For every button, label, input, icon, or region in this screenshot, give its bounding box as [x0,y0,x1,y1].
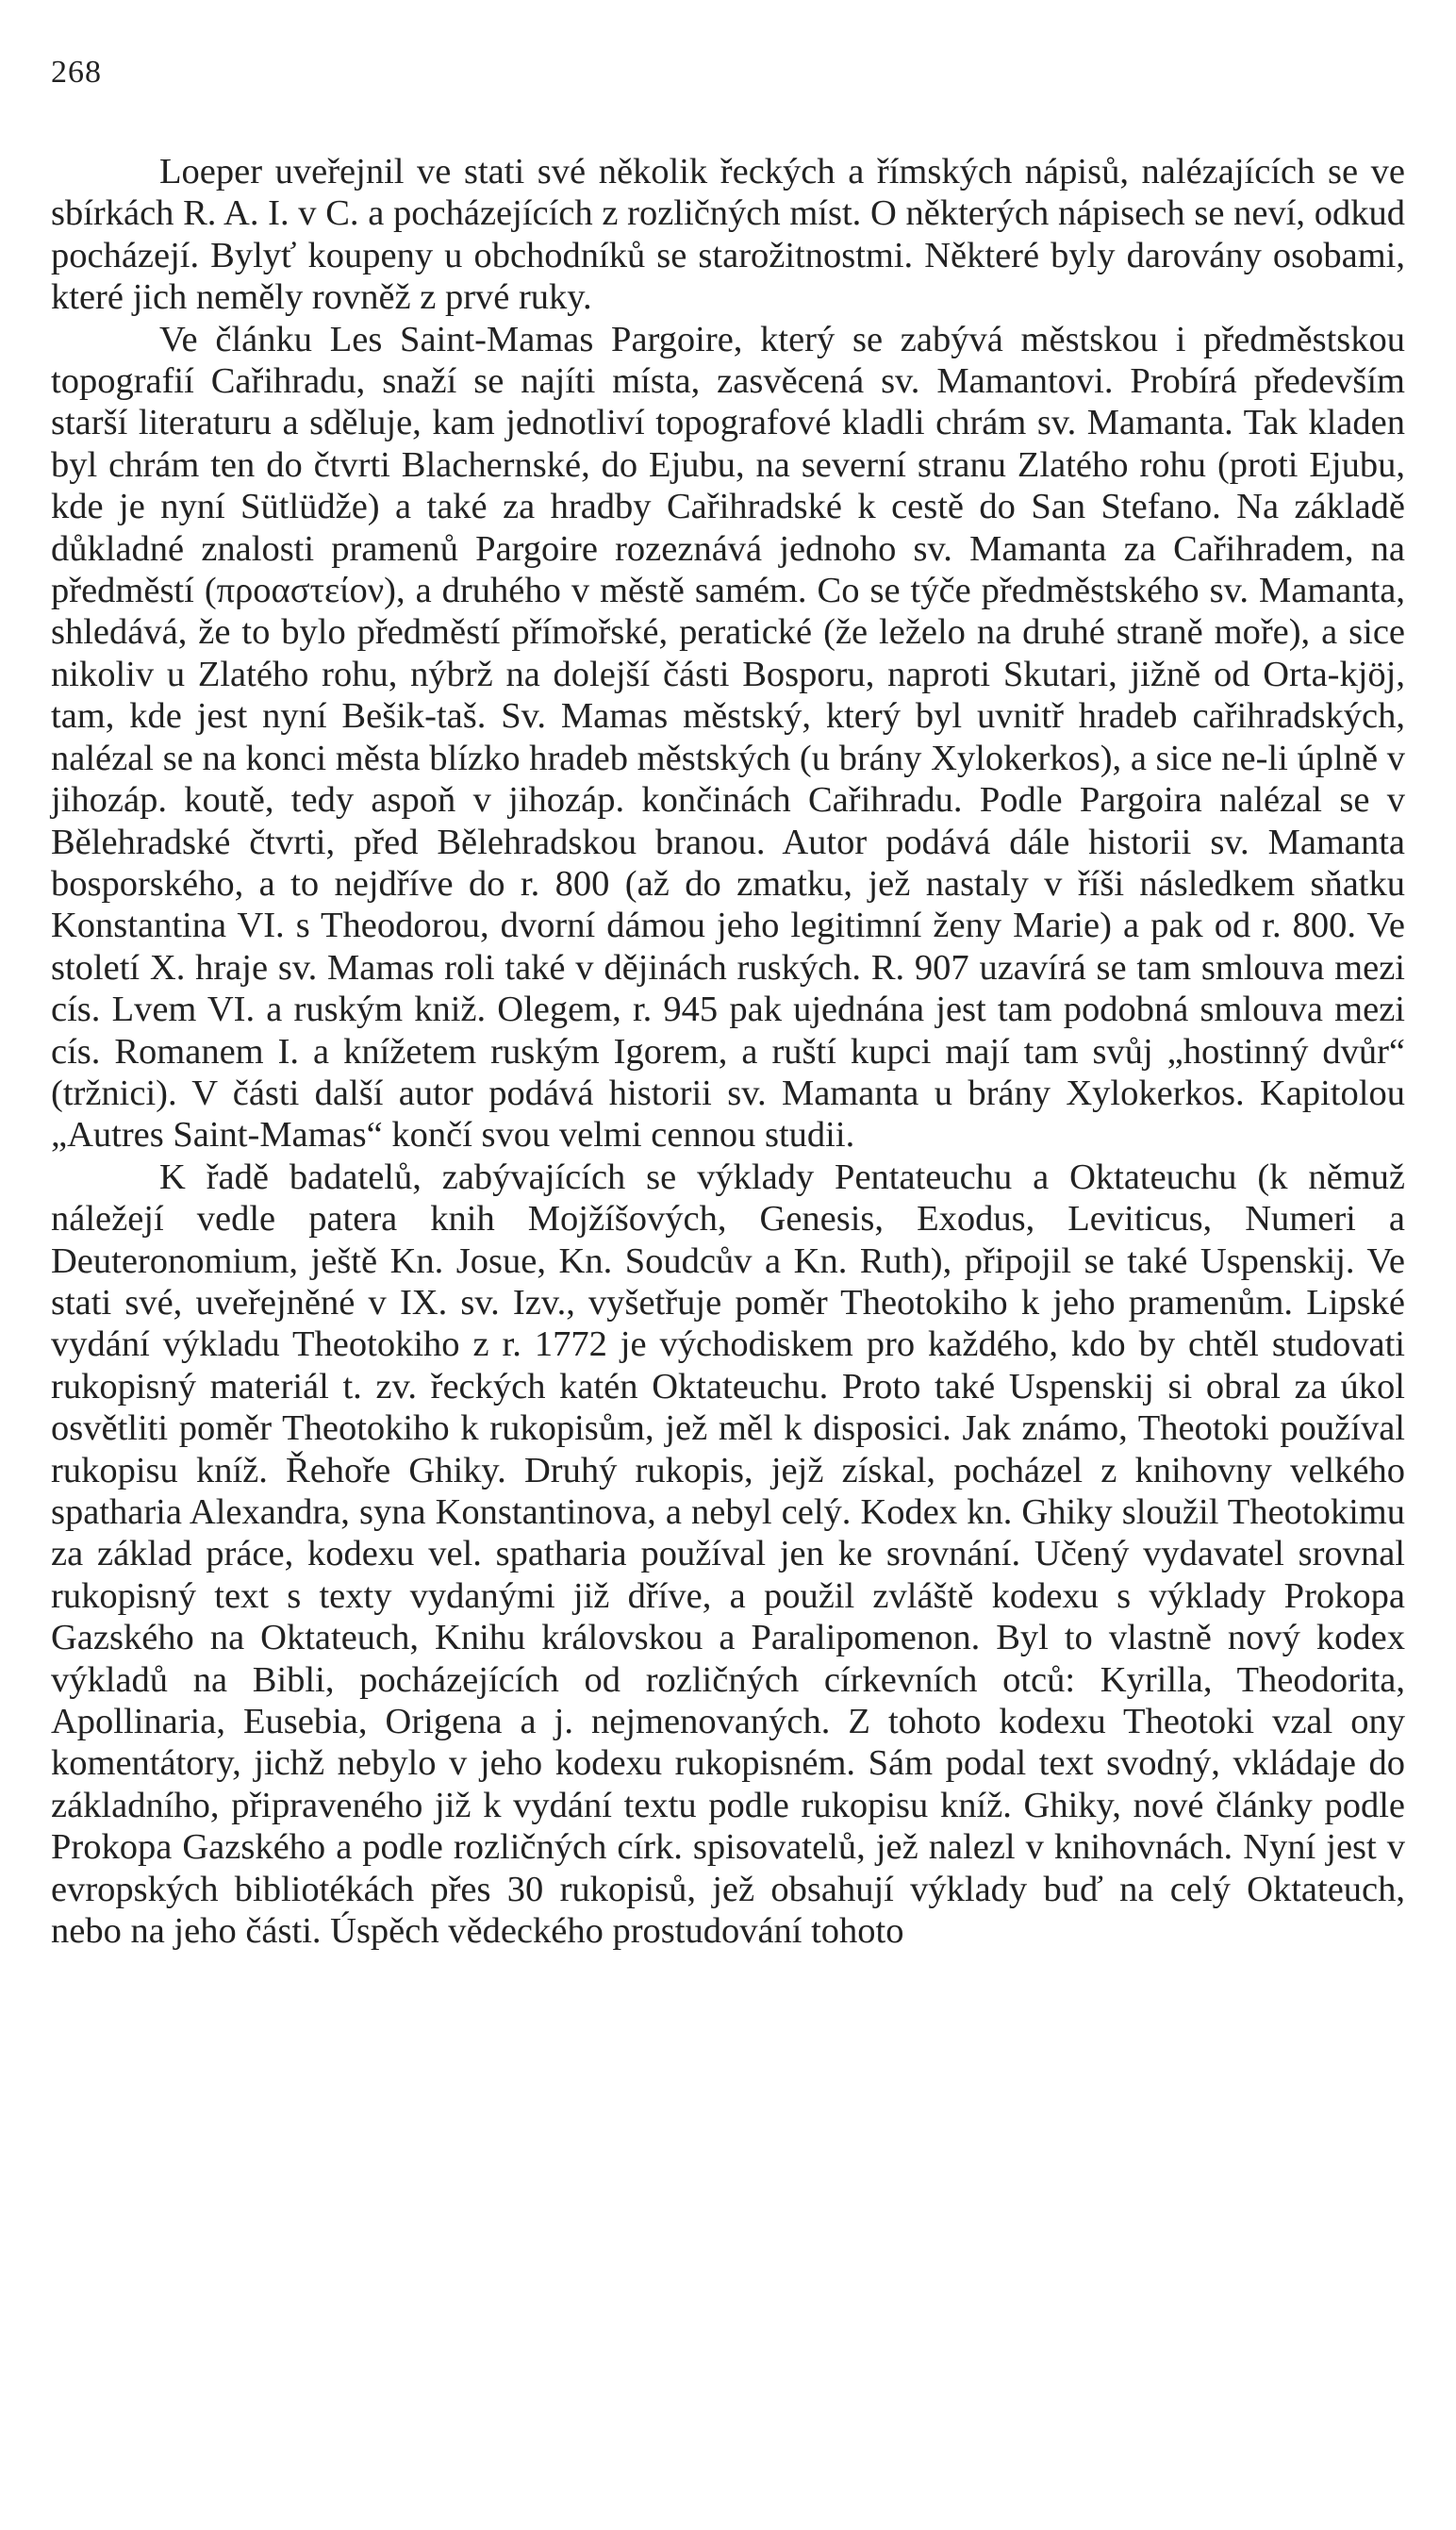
paragraph-saint-mamas: Ve článku Les Saint-Mamas Pargoire, který se zabývá městskou i předměstskou topografií Cařihradu, snaží se najíti místa, zasvěcená sv. Mamantovi. Probírá především starší literaturu a sděluje, kam jednotliví topografové kladli chrám sv. Mamanta. Tak kladen byl chrám ten do čtvrti Blachernské, do Ejubu, na severní stranu Zlatého rohu (proti Ejubu, kde je nyní Sütlüdže) a také za hradby Cařihradské k cestě do San Stefano. Na základě důkladné znalosti pramenů Pargoire rozeznává jednoho sv. Mamanta za Cařihradem, na předměstí (προαστείον), a druhého v městě samém. Co se týče předměstského sv. Mamanta, shledává, že to bylo předměstí přímořské, peratické (že leželo na druhé straně moře), a sice nikoliv u Zlatého rohu, nýbrž na dolejší části Bosporu, naproti Skutari, jižně od Orta-kjöj, tam, kde jest nyní Bešik-taš. Sv. Mamas městský, který byl uvnitř hradeb cařihradských, nalézal se na konci města blízko hradeb městských (u brány Xylokerkos), a sice ne-li úplně v jihozáp. koutě, tedy aspoň v jihozáp. končinách Cařihradu. Podle Pargoira nalézal se v Bělehradské čtvrti, před Bělehradskou branou. Autor podává dále historii sv. Mamanta bosporského, a to nejdříve do r. 800 (až do zmatku, jež nastaly v říši následkem sňatku Konstantina VI. s Theodorou, dvorní dámou jeho legitimní ženy Marie) a pak od r. 800. Ve století X. hraje sv. Mamas roli také v dějinách ruských. R. 907 uzavírá se tam smlouva mezi cís. Lvem VI. a ruským kniž. Olegem, r. 945 pak ujednána jest tam podobná smlouva mezi cís. Romanem I. a knížetem ruským Igorem, a ruští kupci mají tam svůj „hostinný dvůr“ (tržnici). V části další autor podává historii sv. Mamanta u brány Xylokerkos. Kapitolou „Autres Saint-Mamas“ končí svou velmi cennou studii. [51,319,1405,1156]
page-number: 268 [51,55,102,90]
paragraph-loeper: Loeper uveřejnil ve stati své několik řeckých a římských nápisů, nalézajících se ve sbírkách R. A. I. v C. a pocházejících z rozličných míst. O některých nápisech se neví, odkud pocházejí. Bylyť koupeny u obchodníků se starožitnostmi. Některé byly darovány osobami, které jich neměly rovněž z prvé ruky. [51,152,1405,318]
paragraph-oktateuch: K řadě badatelů, zabývajících se výklady Pentateuchu a Oktateuchu (k němuž náležejí vedle patera knih Mojžíšových, Genesis, Exodus, Leviticus, Numeri a Deuteronomium, ještě Kn. Josue, Kn. Soudcův a Kn. Ruth), připojil se také Uspenskij. Ve stati své, uveřejněné v IX. sv. Izv., vyšetřuje poměr Theotokiho k jeho pramenům. Lipské vydání výkladu Theotokiho z r. 1772 je východiskem pro každého, kdo by chtěl studovati rukopisný materiál t. zv. řeckých katén Oktateuchu. Proto také Uspenskij si obral za úkol osvětliti poměr Theotokiho k rukopisům, jež měl k disposici. Jak známo, Theotoki používal rukopisu kníž. Řehoře Ghiky. Druhý rukopis, jejž získal, pocházel z knihovny velkého spatharia Alexandra, syna Konstantinova, a nebyl celý. Kodex kn. Ghiky sloužil Theotokimu za základ práce, kodexu vel. spatharia používal jen ke srovnání. Učený vydavatel srovnal rukopisný text s texty vydanými již dříve, a použil zvláště kodexu s výklady Prokopa Gazského na Oktateuch, Knihu královskou a Paralipomenon. Byl to vlastně nový kodex výkladů na Bibli, pocházejících od rozličných církevních otců: Kyrilla, Theodorita, Apollinaria, Eusebia, Origena a j. nejmenovaných. Z tohoto kodexu Theotoki vzal ony komentátory, jichž nebylo v jeho kodexu rukopisném. Sám podal text svodný, vkládaje do základního, připraveného již k vydání textu podle rukopisu kníž. Ghiky, nové články podle Prokopa Gazského a podle rozličných círk. spisovatelů, jež nalezl v knihovnách. Nyní jest v evropských bibliotékách přes 30 rukopisů, jež obsahují výklady buď na celý Oktateuch, nebo na jeho části. Úspěch vědeckého prostudování tohoto [51,1157,1405,1952]
body-text [51,151,1405,1952]
